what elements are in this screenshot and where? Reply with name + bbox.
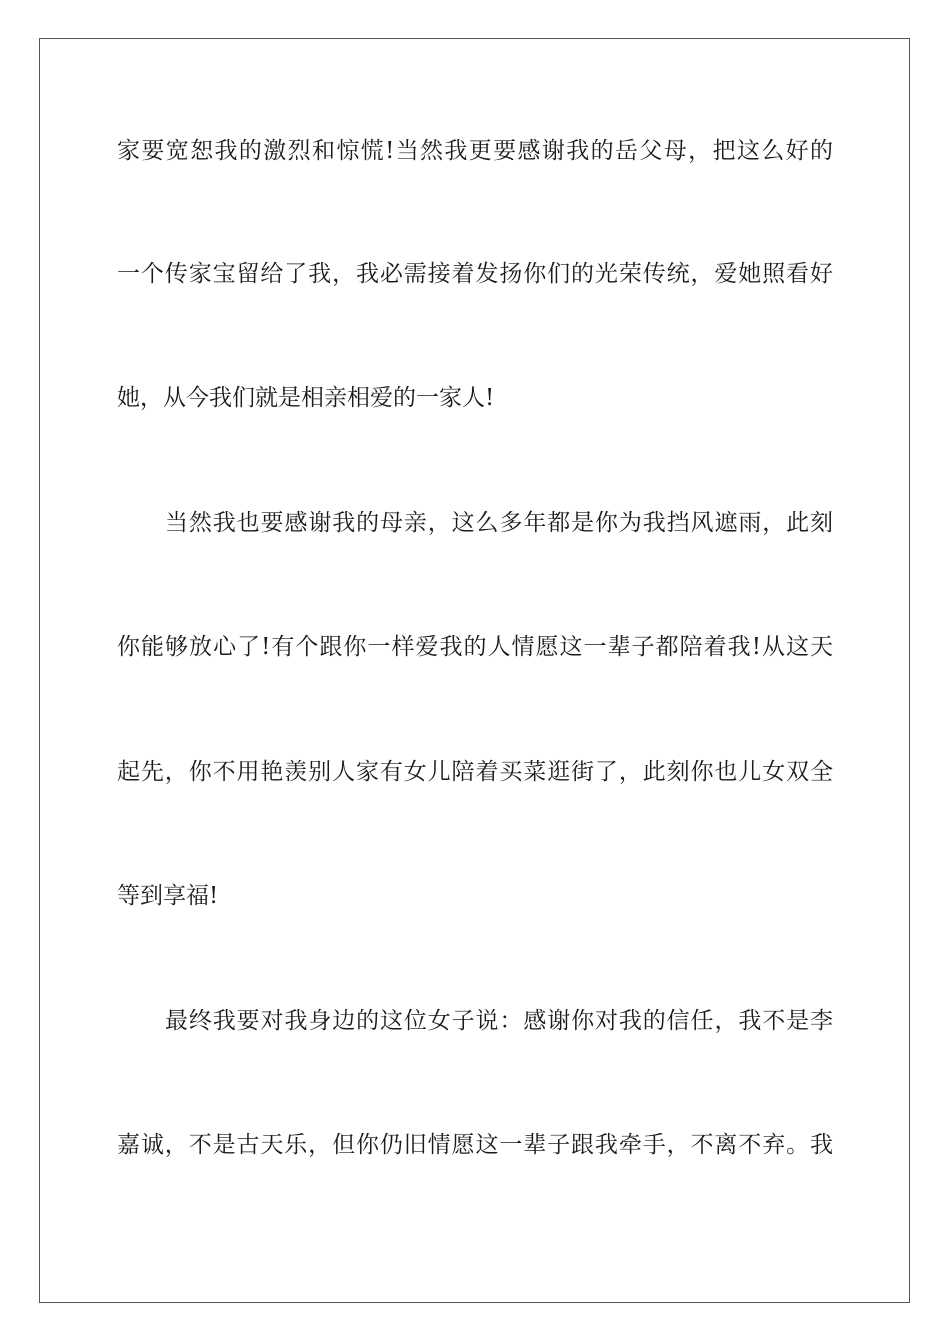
paragraph-line: 你能够放心了!有个跟你一样爱我的人情愿这一辈子都陪着我!从这天 (117, 634, 833, 660)
paragraph-line: 起先，你不用艳羡别人家有女儿陪着买菜逛街了，此刻你也儿女双全 (117, 759, 833, 785)
page-border (39, 38, 910, 1303)
paragraph-line: 嘉诚，不是古天乐，但你仍旧情愿这一辈子跟我牵手，不离不弃。我 (117, 1132, 833, 1158)
paragraph-line: 一个传家宝留给了我，我必需接着发扬你们的光荣传统，爱她照看好 (117, 261, 833, 287)
paragraph-line: 最终我要对我身边的这位女子说：感谢你对我的信任，我不是李 (165, 1008, 833, 1034)
paragraph-line: 家要宽恕我的激烈和惊慌!当然我更要感谢我的岳父母，把这么好的 (117, 138, 833, 164)
paragraph-line: 当然我也要感谢我的母亲，这么多年都是你为我挡风遮雨，此刻 (165, 510, 833, 536)
paragraph-line: 她，从今我们就是相亲相爱的一家人! (117, 385, 495, 411)
paragraph-line: 等到享福! (117, 883, 219, 909)
